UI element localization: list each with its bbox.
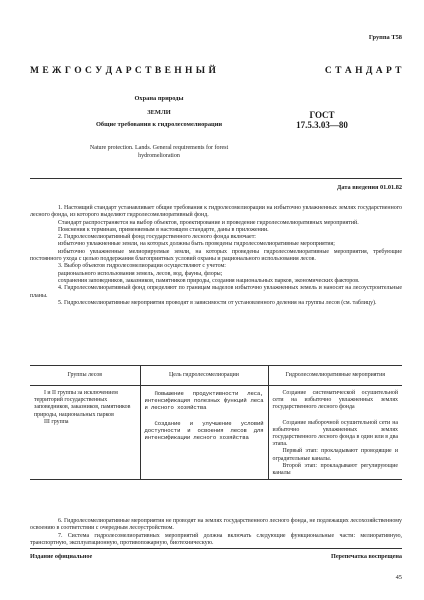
paragraph: Стандарт распространяется на выбор объектов, проектирование и проведение гидролесомелиоративных мероприятий. [58,219,359,226]
paragraph: 1. Настоящий стандарт устанавливает общие требования к гидролесомелиорации на избыточно увлажненных землях государственного лесного фонда, из которого выделяют гидролесомелиоративный фонд. [30,205,402,219]
cell-text: Повышение продуктивности леса, интенсификация полезных функций леса и лесного хозяйства [144,390,264,412]
paragraph: 6. Гидролесомелиоративные мероприятия не проводят на землях государственного лесного фонда, не подлежащих лесохозяйственному освоению в соответствии с очередным лесоустройством. [30,518,402,532]
body-text-after-table [30,518,402,547]
cell-purpose [140,386,268,480]
banner-right: С Т А Н Д А Р Т [324,66,402,76]
official-edition-label: Издание официальное [30,553,93,560]
cell-measures [268,386,402,480]
cell-text: Создание систематической осушительной сети на избыточно увлажненных землях государственного лесного фонда [272,390,398,411]
english-title: Nature protection. Lands. General requirements for forest hydromelioration [89,145,229,159]
interstate-standard-banner [30,66,402,76]
title-block [84,94,234,129]
paragraph: 3. Выбор объектов гидролесомелиорации осуществляют с учетом: [58,263,226,270]
banner-left: М Е Ж Г О С У Д А Р С Т В Е Н Н Ы Й [30,66,217,76]
header-forest-groups: Группы лесов [30,366,140,386]
title-line-3: Общие требования к гидролесомелиорации [95,121,223,128]
paragraph: избыточно увлажненные земли, на которых должны быть проведены гидролесомелиоративные мероприятия; [58,241,335,248]
cell-text: Создание выборочной осушительной сети на избыточно увлажненных землях государственного лесного фонда в один или в два этапа. [272,419,398,448]
cell-text: Первый этап: прокладывают проводящие и оградительные каналы. [272,448,398,462]
cell-text: Второй этап: прокладывают регулирующие каналы [272,462,398,477]
forest-groups-table [30,365,402,480]
title-line-2: ЗЕМЛИ [147,109,171,116]
paragraph: 7. Система гидролесомелиоративных мероприятий должна включать следующие функциональные части: мелиоративную, транспортную, эксплуатационную, противопожарную, биотехническую. [30,532,402,546]
table-row [30,386,402,480]
table-header-row [30,366,402,386]
paragraph: 2. Гидролесомелиоративный фонд государственного лесного фонда включает: [58,234,256,241]
title-line-1: Охрана природы [134,95,184,102]
header-divider [30,178,402,179]
standard-designation [272,110,372,130]
paragraph: рационального использования земель, лесов, вод, фауны, флоры; [58,270,223,277]
cell-text: Создание и улучшение условий доступности и освоения лесов для интенсификации лесного хозяйства [144,419,264,442]
body-text [30,205,402,307]
header-purpose: Цель гидролесомелиорации [140,366,268,386]
paragraph: 4. Гидролесомелиоративный фонд определяют по границам выделов избыточно увлажненных земель и наносят на лесоустроительные планы. [30,285,402,299]
paragraph: 5. Гидролесомелиоративные мероприятия проводят в зависимости от установленного деления на группы лесов (см. таблицу). [58,299,377,306]
standard-number: 17.5.3.03—80 [296,120,348,130]
header-measures: Гидролесомелиоративные мероприятия [268,366,402,386]
cell-text: I и II группы за исключением территорий государственных заповедников, заказников, памятников природы, национальных парков [34,390,131,418]
cell-text: III группа [44,418,69,425]
standard-code: ГОСТ [309,110,335,120]
page-number: 45 [395,574,402,581]
group-code: Группа Т58 [368,34,402,41]
introduction-date: Дата введения 01.01.82 [337,184,402,191]
paragraph: избыточно увлажненные мелиорируемые земли, на которых проведены гидролесомелиоративные мероприятия, требующие постоянного ухода с целью поддержания благоприятных условий охраны и рационального использования лесов. [30,248,402,263]
paragraph: Пояснения к терминам, применяемым в настоящем стандарте, даны в приложении. [58,226,269,233]
footer-divider [30,548,402,549]
cell-forest-groups [30,386,140,480]
reprint-prohibited-label: Перепечатка воспрещена [331,553,402,560]
paragraph: сохранения заповедников, заказников, памятников природы, создания национальных парков, экономических факторов. [58,277,360,284]
